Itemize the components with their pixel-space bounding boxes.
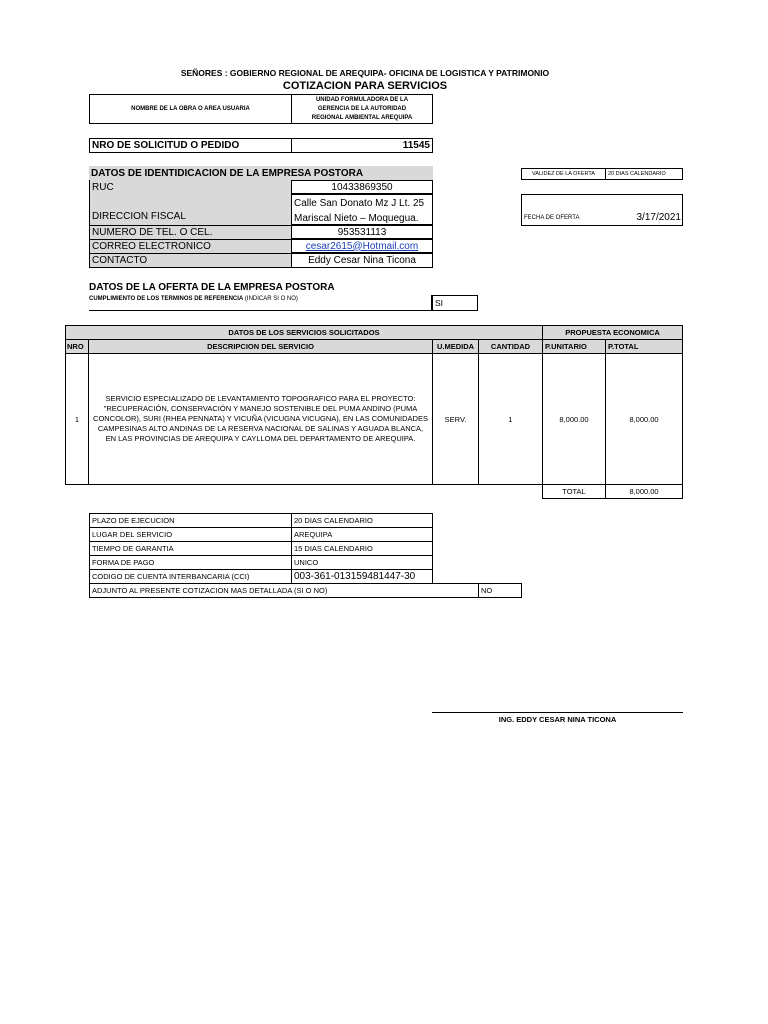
plazo-label: PLAZO DE EJECUCION — [89, 513, 292, 528]
correo-link[interactable]: cesar2615@Hotmail.com — [305, 240, 419, 252]
signature-name: ING. EDDY CESAR NINA TICONA — [498, 715, 617, 724]
cumplimiento-label-rest: (INDICAR SI O NO) — [243, 296, 298, 302]
col-header-punitario: P.UNITARIO — [542, 339, 606, 354]
direccion-label: DIRECCION FISCAL — [89, 194, 292, 225]
col-header-nro: NRO — [65, 339, 89, 354]
total-label: TOTAL — [542, 484, 606, 499]
contacto-label: CONTACTO — [89, 253, 292, 268]
ruc-value: 10433869350 — [291, 180, 433, 194]
adjunto-value: NO — [478, 583, 522, 598]
row-descripcion: SERVICIO ESPECIALIZADO DE LEVANTAMIENTO TOPOGRAFICO PARA EL PROYECTO: "RECUPERACIÓN, CONSERVACIÓN Y MANEJO SOSTENIBLE DEL PUMA ANDINO (PUMA CONCOLOR), SURI (RHEA PENNATA) Y VICUÑA (VICUGNA VICUGNA), EN LAS COMUNIDADES CAMPESINAS ALTO ANDINAS DE LA RESERVA NACIONAL DE SALINAS Y AGUADA BLANCA, EN LAS PROVINCIAS DE AREQUIPA Y CAYLLOMA DEL DEPARTAMENTO DE AREQUIPA. — [88, 353, 433, 485]
obra-value: UNIDAD FORMULADORA DE LA GERENCIA DE LA AUTORIDAD REGIONAL AMBIENTAL AREQUIPA — [291, 94, 433, 124]
validez-label: VALIDEZ DE LA OFERTA — [521, 168, 606, 180]
total-value: 8,000.00 — [605, 484, 683, 499]
fecha-value: 3/17/2021 — [636, 212, 681, 223]
cumplimiento-value: SI — [432, 295, 478, 311]
col-header-umedida: U.MEDIDA — [432, 339, 479, 354]
row-cantidad: 1 — [478, 353, 543, 485]
garantia-value: 15 DIAS CALENDARIO — [291, 541, 433, 556]
garantia-label: TIEMPO DE GARANTIA — [89, 541, 292, 556]
solicitud-label: NRO DE SOLICITUD O PEDIDO — [89, 138, 292, 153]
contacto-value: Eddy Cesar Nina Ticona — [291, 253, 433, 268]
direccion-line1: Calle San Donato Mz J Lt. 25 — [294, 198, 425, 209]
lugar-value: AREQUIPA — [291, 527, 433, 542]
row-nro: 1 — [65, 353, 89, 485]
fecha-label: FECHA DE OFERTA — [524, 215, 580, 221]
header-recipient: SEÑORES : GOBIERNO REGIONAL DE AREQUIPA- OFICINA DE LOGISTICA Y PATRIMONIO — [180, 68, 550, 78]
oferta-title: DATOS DE LA OFERTA DE LA EMPRESA POSTORA — [89, 282, 335, 293]
cci-value: 003-361-013159481447-30 — [291, 569, 433, 584]
adjunto-label: ADJUNTO AL PRESENTE COTIZACION MAS DETALLADA (SI O NO) — [89, 583, 479, 598]
lugar-label: LUGAR DEL SERVICIO — [89, 527, 292, 542]
services-group-left: DATOS DE LOS SERVICIOS SOLICITADOS — [65, 325, 543, 340]
col-header-descripcion: DESCRIPCION DEL SERVICIO — [88, 339, 433, 354]
document-title: COTIZACION PARA SERVICIOS — [282, 80, 448, 92]
forma-pago-value: UNICO — [291, 555, 433, 570]
services-group-right: PROPUESTA ECONOMICA — [542, 325, 683, 340]
col-header-ptotal: P.TOTAL — [605, 339, 683, 354]
validez-value: 20 DIAS CALENDARIO — [605, 168, 683, 180]
forma-pago-label: FORMA DE PAGO — [89, 555, 292, 570]
row-umedida: SERV. — [432, 353, 479, 485]
obra-label: NOMBRE DE LA OBRA O AREA USUARIA — [89, 94, 292, 124]
tel-label: NUMERO DE TEL. O CEL. — [89, 225, 292, 239]
direccion-line2: Mariscal Nieto – Moquegua. — [294, 213, 419, 224]
cci-label: CODIGO DE CUENTA INTERBANCARIA (CCI) — [89, 569, 292, 584]
direccion-value — [291, 194, 433, 225]
cumplimiento-label-bold: CUMPLIMIENTO DE LOS TERMINOS DE REFERENCIA — [89, 296, 244, 302]
col-header-cantidad: CANTIDAD — [478, 339, 543, 354]
row-punitario: 8,000.00 — [542, 353, 606, 485]
solicitud-value: 11545 — [291, 138, 433, 153]
row-ptotal: 8,000.00 — [605, 353, 683, 485]
ruc-label: RUC — [89, 180, 292, 194]
plazo-value: 20 DIAS CALENDARIO — [291, 513, 433, 528]
correo-label: CORREO ELECTRONICO — [89, 239, 292, 253]
cumplimiento-label — [89, 295, 432, 311]
signature-line — [432, 712, 683, 713]
correo-value[interactable] — [291, 239, 433, 253]
empresa-section-title: DATOS DE IDENTIDICACION DE LA EMPRESA POSTORA — [89, 166, 433, 180]
tel-value: 953531113 — [291, 225, 433, 239]
